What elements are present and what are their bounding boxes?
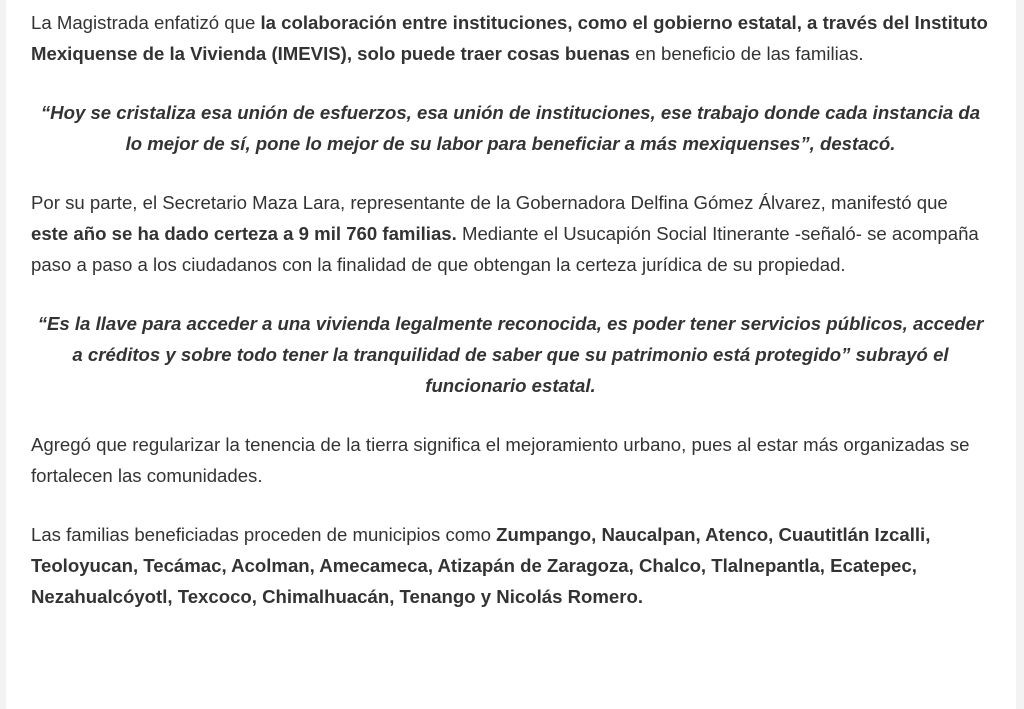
paragraph-text: Las familias beneficiadas proceden de municipios como [31, 524, 497, 545]
article-body [6, 0, 1016, 709]
paragraph-regularizar: Agregó que regularizar la tenencia de la tierra significa el mejoramiento urbano, pues al estar más organizadas se fortalecen las comunidades. [31, 434, 970, 486]
paragraph-bold-text: la colaboración entre instituciones, como el gobierno estatal, a través del Instituto Mexiquense de la Vivienda (IMEVIS), solo puede traer cosas buenas [31, 12, 988, 64]
paragraph-text: en beneficio de las familias. [630, 43, 864, 64]
paragraph-text: Mediante el Usucapión Social Itinerante -señaló- se acompaña paso a paso a los ciudadanos con la finalidad de que obtengan la certeza jurídica de su propiedad. [31, 223, 979, 275]
paragraph-bold-text: este año se ha dado certeza a 9 mil 760 familias. [31, 223, 457, 244]
paragraph-magistrada [31, 7, 990, 69]
paragraph-secretario [31, 187, 990, 280]
paragraph-text: La Magistrada enfatizó que [31, 12, 261, 33]
paragraph-municipios [31, 519, 990, 612]
paragraph-text: Por su parte, el Secretario Maza Lara, representante de la Gobernadora Delfina Gómez Álvarez, manifestó que [31, 192, 948, 213]
quote-magistrada: “Hoy se cristaliza esa unión de esfuerzos, esa unión de instituciones, ese trabajo donde cada instancia da lo mejor de sí, pone lo mejor de su labor para beneficiar a más mexiquenses”, destacó. [40, 102, 981, 154]
quote-secretario: “Es la llave para acceder a una vivienda legalmente reconocida, es poder tener servicios públicos, acceder a créditos y sobre todo tener la tranquilidad de saber que su patrimonio está protegido” subrayó el funcionario estatal. [37, 313, 984, 396]
paragraph-bold-text: Zumpango, Naucalpan, Atenco, Cuautitlán Izcalli, Teoloyucan, Tecámac, Acolman, Amecameca, Atizapán de Zaragoza, Chalco, Tlalnepantla, Ecatepec, Nezahualcóyotl, Texcoco, Chimalhuacán, Tenango y Nicolás Romero. [31, 524, 931, 607]
